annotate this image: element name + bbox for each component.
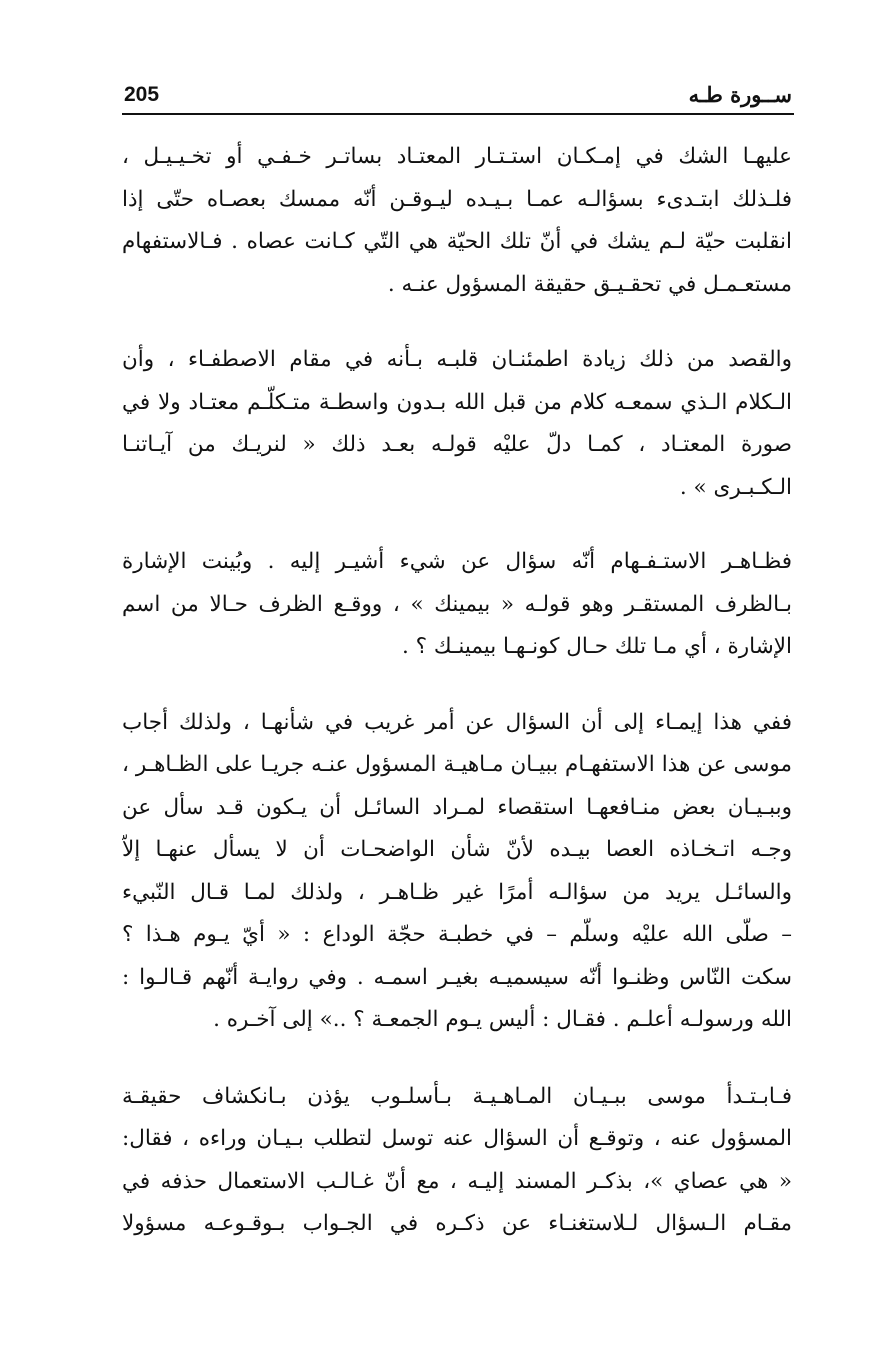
text-line: والسائـل يريد من سؤالـه أمرًا غير ظـاهـر ، ولذلك لمـا قـال النّبيء (122, 879, 792, 905)
text-line: الـكـبـرى » . (679, 474, 792, 500)
header-divider (122, 113, 794, 115)
text-line: الإشارة ، أي مـا تلك حـال كونـهـا بيمينـك ؟ . (402, 634, 792, 659)
paragraph-spacer (122, 509, 792, 541)
text-line: وجـه اتـخـاذه العصا بيـده لأنّ شأن الواضحـات أن لا يسأل عنهـا إلاّ (122, 837, 792, 862)
paragraph-5 (122, 1076, 792, 1246)
text-line: وببـيـان بعض منـافعهـا استقصاء لمـراد السائـل أن يـكون قـد سأل عن (122, 794, 792, 820)
text-line: فظـاهـر الاستـفـهام أنّه سؤال عن شيء أشيـر إليه . وبُينت الإشارة (122, 549, 792, 574)
text-line: انقلبت حيّة لـم يشك في أنّ تلك الحيّة هي التّي كـانت عصاه . فـالاستفهام (122, 229, 792, 254)
text-line: الله ورسولـه أعلـم . فقـال : أليس يـوم الجمعـة ؟ ..» إلى آخـره . (213, 1007, 792, 1032)
paragraph-spacer (122, 1042, 792, 1076)
text-line: عليهـا الشك في إمـكـان استـتـار المعتـاد بساتـر خـفـي أو تخـيـيـل ، (122, 144, 792, 169)
text-line: – صلّى الله عليْه وسلّم – في خطبـة حجّة الوداع : « أيّ يـوم هـذا ؟ (122, 922, 792, 947)
page-body (122, 136, 792, 1246)
text-line: بـالظرف المستقـر وهو قولـه « بيمينك » ، ووقـع الظرف حـالا من اسم (122, 591, 792, 617)
text-line: موسى عن هذا الاستفهـام ببيـان مـاهيـة المسؤول عنـه جريـا على الظـاهـر ، (122, 752, 792, 777)
text-line: مستعـمـل في تحقـيـق حقيقة المسؤول عنـه . (387, 271, 792, 297)
paragraph-2 (122, 339, 792, 509)
text-line: والقصد من ذلك زيادة اطمئنـان قلبـه بـأنه في مقام الاصطفـاء ، وأن (122, 347, 792, 372)
text-line: مقـام الـسؤال لـلاستغنـاء عن ذكـره في الجـواب بـوقـوعـه مسؤولا (122, 1211, 792, 1236)
text-line: المسؤول عنه ، وتوقـع أن السؤال عنه توسل لتطلب بـيـان وراءه ، فقال: (122, 1126, 792, 1151)
text-line: ففي هذا إيمـاء إلى أن السؤال عن أمر غريب في شأنهـا ، ولذلك أجاب (122, 709, 792, 735)
paragraph-1 (122, 136, 792, 306)
paragraph-spacer (122, 306, 792, 339)
text-line: « هي عصاي »، بذكـر المسند إليـه ، مع أنّ غـالـب الاستعمال حذفه في (122, 1168, 792, 1194)
text-line: فلـذلك ابتـدىء بسؤالـه عمـا بـيـده ليـوقـن أنّه ممسك بعصـاه حتّى إذا (122, 186, 792, 212)
paragraph-3 (122, 541, 792, 669)
running-header (122, 78, 794, 112)
text-line: فـابـتـدأ موسى ببـيـان المـاهـيـة بـأسلـوب يؤذن بـانكشاف حقيقـة (122, 1083, 792, 1109)
paragraph-spacer (122, 669, 792, 702)
text-line: صورة المعتـاد ، كمـا دلّ عليْه قولـه بعـد ذلك « لنريـك من آيـاتنـا (122, 432, 792, 457)
text-line: الـكلام الـذي سمعـه كلام من قبل الله بـدون واسطـة متـكلّـم معتـاد ولا في (122, 389, 792, 415)
text-line: سكت النّاس وظنـوا أنّه سيسميـه بغيـر اسمـه . وفي روايـة أنّهم قـالـوا : (122, 964, 792, 990)
surah-title: ســورة طـه (688, 82, 792, 107)
paragraph-4 (122, 702, 792, 1042)
page-number: 205 (124, 83, 160, 106)
